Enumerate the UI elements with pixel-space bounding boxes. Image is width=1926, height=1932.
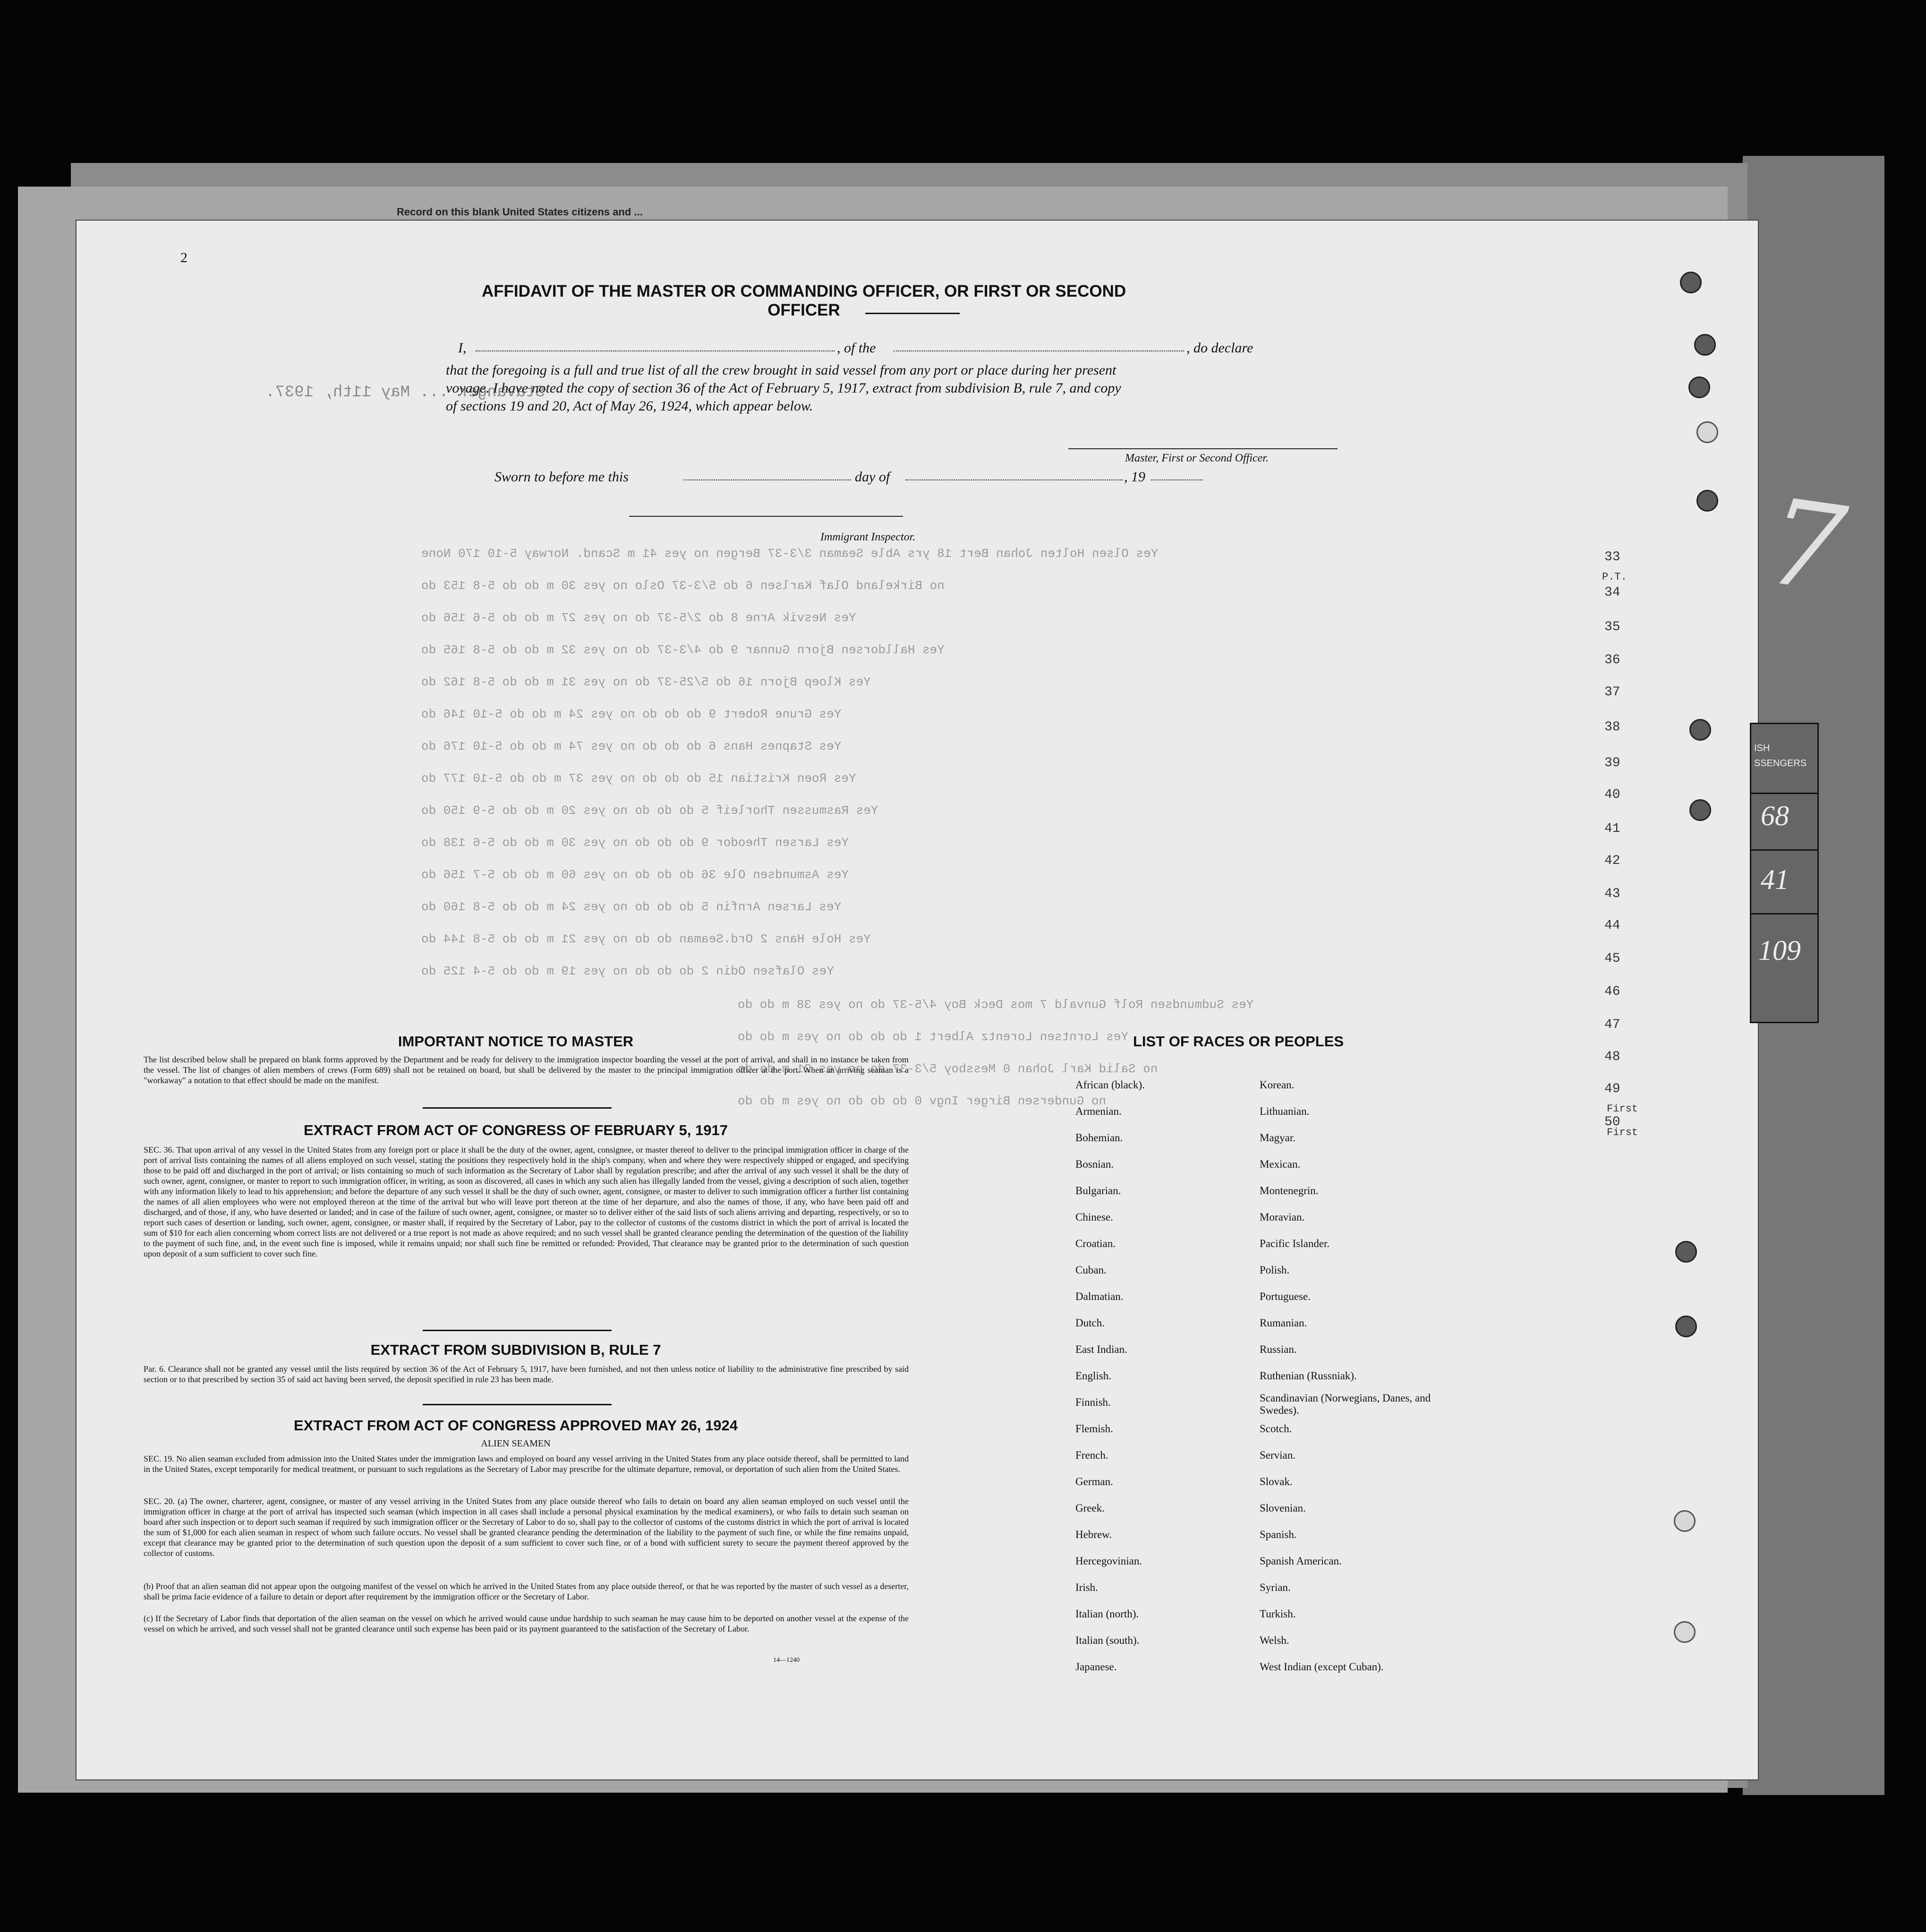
sec20b-body: (b) Proof that an alien seaman did not appear upon the outgoing manifest of the vessel on which he arrived in the United States from any place outside thereof, or that he was reported by the master of such vessel as a deserter, shall be prima facie evidence of a failure to detain or deport after requirement by the immigration officer or the Secretary of Labor. bbox=[144, 1582, 909, 1601]
race-item: Bosnian. bbox=[1075, 1158, 1114, 1170]
side-mark: First bbox=[1607, 1127, 1638, 1138]
sec20a-body: SEC. 20. (a) The owner, charterer, agent, consignee, or master of any vessel arriving in the United States from any place outside thereof who fails to detain on board any alien seaman employed on such vessel until the immigration officer in charge at the port of arrival has inspected such seaman (which inspection in all cases shall include a personal physical examination by the medical examiners), or who fails to detain such seaman on board after such inspection or to deport such seaman if required by such immigration officer or the Secretary of Labor to do so, shall pay to the collector of customs of the customs district in which the port of arrival is located the sum of $1,000 for each alien seaman in respect of whom such failure occurs. No vessel shall be granted clearance pending the determination of the liability to the payment of such fine, or while the fine remains unpaid, except that clearance may be granted prior to the determination of such question upon the deposit of a sum sufficient to cover such fine, or of a bond with sufficient surety to secure the payment thereof approved by the collector of customs. bbox=[144, 1496, 909, 1558]
vessel-line bbox=[894, 350, 1184, 351]
bleed-row: Yes Roen Kristian 15 do do do no yes 37 m do do 5-10 177 do bbox=[421, 771, 856, 786]
tally-rule bbox=[1751, 849, 1817, 851]
race-item: Montenegrin. bbox=[1260, 1185, 1319, 1197]
race-item: French. bbox=[1075, 1449, 1108, 1461]
extract-1917-heading: EXTRACT FROM ACT OF CONGRESS OF FEBRUARY 5, 1917 bbox=[304, 1122, 728, 1138]
bleed-row: Yes Asmundsen Ole 36 do do do no yes 60 m do do 5-7 156 do bbox=[421, 868, 849, 882]
affidavit-do-declare: , do declare bbox=[1186, 340, 1253, 356]
tally-label: SSENGERS bbox=[1754, 758, 1807, 769]
binder-hole bbox=[1689, 799, 1711, 821]
side-mark: First bbox=[1607, 1103, 1638, 1115]
row-number: 34 bbox=[1604, 585, 1620, 600]
binder-hole bbox=[1680, 272, 1702, 293]
race-item: German. bbox=[1075, 1476, 1113, 1487]
day-of-label: day of bbox=[855, 469, 890, 485]
bleed-row: Yes Rasmussen Thorleif 5 do do do no yes 20 m do do 5-9 150 do bbox=[421, 804, 878, 818]
race-item: Hercegovinian. bbox=[1075, 1555, 1142, 1567]
partial-header-text: Record on this blank United States citizens and ... bbox=[397, 206, 643, 218]
row-number: 47 bbox=[1604, 1017, 1620, 1032]
race-item: Portuguese. bbox=[1260, 1291, 1311, 1302]
document-page bbox=[76, 220, 1759, 1780]
row-number: 41 bbox=[1604, 821, 1620, 836]
sworn-day-line bbox=[683, 479, 851, 480]
notice-body: The list described below shall be prepared on blank forms approved by the Department and be ready for delivery to the immigration inspector boarding the vessel at the port of arrival, and shall in no instance be taken from the vessel. The list of changes of alien members of crews (Form 689) shall not be retained on board, but shall be delivered by the master to the principal immigration officer at the port. When an arriving seaman is a "workaway" a notation to that effect should be made on the manifest. bbox=[144, 1055, 909, 1085]
race-item: Cuban. bbox=[1075, 1264, 1107, 1276]
side-mark: P.T. bbox=[1602, 571, 1627, 583]
binder-hole bbox=[1696, 421, 1718, 443]
binder-hole bbox=[1675, 1241, 1697, 1263]
bleed-row: Yes Grune Robert 9 do do do no yes 24 m do do 5-10 146 do bbox=[421, 707, 842, 721]
bleed-row: Yes Larsen Theodor 9 do do do no yes 30 m do do 5-6 138 do bbox=[421, 836, 849, 850]
race-item: Syrian. bbox=[1260, 1582, 1291, 1593]
race-item: West Indian (except Cuban). bbox=[1260, 1661, 1384, 1673]
race-item: African (black). bbox=[1075, 1079, 1145, 1091]
rule7-heading: EXTRACT FROM SUBDIVISION B, RULE 7 bbox=[370, 1342, 661, 1358]
race-item: Scandinavian (Norwegians, Danes, and Swedes). bbox=[1260, 1392, 1431, 1416]
handwritten-number: 7 bbox=[1759, 472, 1853, 619]
race-item: Mexican. bbox=[1260, 1158, 1301, 1170]
bleed-row: no Salid Karl Johan 0 Messboy 5/3-37 do no yes 21 m do do bbox=[738, 1062, 1158, 1076]
race-item: Welsh. bbox=[1260, 1634, 1289, 1646]
race-item: Croatian. bbox=[1075, 1238, 1116, 1249]
tally-value: 109 bbox=[1758, 935, 1801, 966]
race-item: Turkish. bbox=[1260, 1608, 1296, 1620]
binder-hole bbox=[1689, 719, 1711, 741]
race-item: Chinese. bbox=[1075, 1211, 1113, 1223]
race-item: Servian. bbox=[1260, 1449, 1296, 1461]
page-mark: 2 bbox=[180, 250, 187, 265]
bleed-header-line: Stavanger ... May 11th, 1937. bbox=[265, 384, 545, 402]
binder-hole bbox=[1674, 1621, 1696, 1643]
sworn-month-line bbox=[905, 479, 1123, 480]
race-item: Lithuanian. bbox=[1260, 1105, 1310, 1117]
race-item: East Indian. bbox=[1075, 1343, 1127, 1355]
race-item: Japanese. bbox=[1075, 1661, 1117, 1673]
binder-hole bbox=[1694, 334, 1716, 356]
binder-hole bbox=[1696, 490, 1718, 512]
affidavit-line-3: voyage. I have noted the copy of section 36 of the Act of February 5, 1917, extract from subdivision B, rule 7, and copy bbox=[446, 380, 1121, 396]
row-number: 49 bbox=[1604, 1082, 1620, 1096]
extract-1924-heading: EXTRACT FROM ACT OF CONGRESS APPROVED MAY 26, 1924 bbox=[294, 1417, 738, 1434]
inspector-label: Immigrant Inspector. bbox=[820, 531, 916, 543]
race-item: Spanish. bbox=[1260, 1529, 1297, 1540]
bleed-row: Yes Olsen Holten Johan Bert 18 yrs Able Seaman 3/3-37 Bergen no yes 41 m Scand. Norway 5-10 170 None bbox=[421, 547, 1159, 561]
bleed-row: Yes Larsen Arnfin 5 do do do no yes 24 m do do 5-8 160 do bbox=[421, 900, 842, 914]
race-item: Korean. bbox=[1260, 1079, 1295, 1091]
row-number: 40 bbox=[1604, 787, 1620, 802]
race-item: Magyar. bbox=[1260, 1132, 1296, 1144]
row-number: 38 bbox=[1604, 720, 1620, 735]
row-number: 46 bbox=[1604, 984, 1620, 999]
race-item: Pacific Islander. bbox=[1260, 1238, 1330, 1249]
race-item: Spanish American. bbox=[1260, 1555, 1342, 1567]
alien-seamen-subheading: ALIEN SEAMEN bbox=[481, 1438, 551, 1449]
row-number: 48 bbox=[1604, 1050, 1620, 1064]
binder-hole bbox=[1675, 1316, 1697, 1337]
race-item: Scotch. bbox=[1260, 1423, 1292, 1435]
binder-hole bbox=[1688, 376, 1710, 398]
bleed-row: Yes Nesvik Arne 8 do 2/5-37 do no yes 27 m do do 5-6 156 do bbox=[421, 611, 856, 625]
row-number: 42 bbox=[1604, 854, 1620, 868]
race-item: Bulgarian. bbox=[1075, 1185, 1121, 1197]
sec20c-body: (c) If the Secretary of Labor finds that deportation of the alien seaman on the vessel on which he arrived would cause undue hardship to such seaman he may cause him to be deported on another vessel at the expense of the vessel on which he arrived, and such vessel shall not be granted clearance until such expense has been paid or its payment guaranteed to the satisfaction of the Secretary of Labor. bbox=[144, 1614, 909, 1633]
race-item: Greek. bbox=[1075, 1502, 1105, 1514]
tally-rule bbox=[1751, 793, 1817, 794]
affidavit-line-2: that the foregoing is a full and true list of all the crew brought in said vessel from any port or place during her present bbox=[446, 362, 1116, 378]
bleed-row: Yes Kloep Bjorn 16 do 5/25-37 do no yes 31 m do do 5-8 162 do bbox=[421, 675, 871, 689]
section-rule bbox=[423, 1404, 612, 1405]
row-number: 33 bbox=[1604, 550, 1620, 564]
row-number: 39 bbox=[1604, 756, 1620, 770]
section-rule bbox=[423, 1330, 612, 1331]
year-label: , 19 bbox=[1124, 469, 1145, 485]
race-item: Slovak. bbox=[1260, 1476, 1293, 1487]
race-item: Moravian. bbox=[1260, 1211, 1305, 1223]
tally-label: ISH bbox=[1754, 743, 1770, 753]
master-label: Master, First or Second Officer. bbox=[1125, 452, 1269, 464]
title-rule bbox=[865, 313, 960, 314]
rule7-body: Par. 6. Clearance shall not be granted any vessel until the lists required by section 36 of the Act of February 5, 1917, have been furnished, and not then unless notice of liability to the administrative fine prescribed by said section or to that prescribed by section 35 of said act having been served, the deposit specified in rule 23 has been made. bbox=[144, 1364, 909, 1384]
bleed-row: Yes Lorntsen Lorentz Albert 1 do do do no yes m do do bbox=[738, 1030, 1128, 1044]
race-item: Dutch. bbox=[1075, 1317, 1105, 1329]
race-item: Armenian. bbox=[1075, 1105, 1122, 1117]
races-heading: LIST OF RACES OR PEOPLES bbox=[1133, 1033, 1344, 1050]
sworn-label: Sworn to before me this bbox=[494, 469, 629, 485]
sworn-year-line bbox=[1151, 479, 1203, 480]
extract-1917-body: SEC. 36. That upon arrival of any vessel in the United States from any foreign port or place it shall be the duty of the owner, agent, consignee, or master thereof to deliver to the principal immigration officer in charge of the port of arrival lists containing the names of all aliens employed on such vessel, stating the positions they respectively hold in the ship's company, when and where they were respectively shipped or engaged, and specifying those to be paid off and discharged in the port of arrival; or lists containing so much of such information as the Secretary of Labor shall by regulation prescribe; and after the arrival of any such vessel it shall be the duty of such owner, agent, consignee, or master to report to such immigration officer, in writing, as soon as discovered, all cases in which any such alien has illegally landed from the vessel, giving a description of such alien, together with any information likely to lead to his apprehension; and before the departure of any such vessel it shall be the duty of such owner, agent, consignee, or master to deliver to such immigration officer a further list containing the names of all alien employees who were not employed thereon at the time of the arrival but who will leave port thereon at the time of her departure, and also the names of those, if any, who have been paid off and discharged, and of those, if any, who have deserted or landed; and in case of the failure of such owner, agent, consignee, or master so to deliver either of the said lists of such aliens arriving and departing, respectively, or so to report such cases of desertion or landing, such owner, agent, consignee, or master shall, if required by the Secretary of Labor, pay to the collector of customs of the customs district in which the port of arrival is located the sum of $10 for each alien concerning whom correct lists are not delivered or a true report is not made as above required; and no such vessel shall be granted clearance pending the determination of the question of the liability to the payment of such fine, and, in the event such fine is imposed, while it remains unpaid; nor shall such fine be remitted or refunded: Provided, That clearance may be granted prior to the determination of such question upon deposit of a sum sufficient to cover such fine. bbox=[144, 1145, 909, 1258]
row-number: 44 bbox=[1604, 918, 1620, 933]
tally-rule bbox=[1751, 913, 1817, 915]
affidavit-line-4: of sections 19 and 20, Act of May 26, 1924, which appear below. bbox=[446, 398, 813, 414]
bleed-row: no Birkeland Olaf Karlsen 6 do 5/3-37 Oslo no yes 30 m do do 5-8 153 do bbox=[421, 579, 945, 593]
race-item: Italian (south). bbox=[1075, 1634, 1140, 1646]
tally-box bbox=[1750, 723, 1819, 1023]
race-item: Bohemian. bbox=[1075, 1132, 1123, 1144]
race-item: Flemish. bbox=[1075, 1423, 1113, 1435]
bleed-row: Yes Stapnes Hans 6 do do do no yes 74 m do do 5-10 176 do bbox=[421, 739, 842, 753]
race-item: Rumanian. bbox=[1260, 1317, 1307, 1329]
row-number: 50 bbox=[1604, 1115, 1620, 1129]
affidavit-of-the: , of the bbox=[837, 340, 876, 356]
race-item: Irish. bbox=[1075, 1582, 1098, 1593]
notice-heading: IMPORTANT NOTICE TO MASTER bbox=[398, 1033, 634, 1050]
bleed-row: Yes Hole Hans 2 Ord.Seaman do do no yes 21 m do do 5-8 144 do bbox=[421, 932, 871, 946]
section-rule bbox=[423, 1107, 612, 1109]
bleed-row: no Gundersen Birger Ingv 0 do do do no yes m do do bbox=[738, 1094, 1107, 1108]
sec19-body: SEC. 19. No alien seaman excluded from admission into the United States under the immigration laws and employed on board any vessel arriving in the United States from any place outside thereof, shall be permitted to land in the United States, except temporarily for medical treatment, or pursuant to such regulations as the Secretary of Labor may prescribe for the ultimate departure, removal, or deportation of such alien from the United States. bbox=[144, 1454, 909, 1474]
affidavit-title: AFFIDAVIT OF THE MASTER OR COMMANDING OFFICER, OR FIRST OR SECOND OFFICER bbox=[481, 282, 1126, 319]
name-line bbox=[476, 350, 835, 351]
form-number: 14—1240 bbox=[773, 1657, 800, 1664]
race-item: Polish. bbox=[1260, 1264, 1290, 1276]
race-item: Hebrew. bbox=[1075, 1529, 1112, 1540]
race-item: Dalmatian. bbox=[1075, 1291, 1124, 1302]
row-number: 37 bbox=[1604, 685, 1620, 700]
tally-value: 68 bbox=[1761, 800, 1789, 831]
row-number: 35 bbox=[1604, 620, 1620, 634]
bleed-row: Yes Sudmundsen Rolf Gunvald 7 mos Deck Boy 4/5-37 do no yes 38 m do do bbox=[738, 998, 1254, 1012]
inspector-signature-line bbox=[629, 516, 903, 517]
race-item: Russian. bbox=[1260, 1343, 1297, 1355]
race-item: English. bbox=[1075, 1370, 1112, 1382]
row-number: 43 bbox=[1604, 887, 1620, 901]
race-item: Ruthenian (Russniak). bbox=[1260, 1370, 1357, 1382]
bleed-row: Yes Halldorsen Bjorn Gunnar 9 do 4/3-37 do no yes 32 m do do 5-8 165 do bbox=[421, 643, 945, 657]
tally-value: 41 bbox=[1761, 864, 1789, 895]
race-item: Finnish. bbox=[1075, 1396, 1111, 1408]
race-item: Slovenian. bbox=[1260, 1502, 1306, 1514]
bleed-row: Yes Olafsen Odin 2 do do do no yes 19 m do do 5-4 125 do bbox=[421, 964, 834, 978]
row-number: 45 bbox=[1604, 951, 1620, 966]
master-signature-line bbox=[1068, 448, 1338, 449]
row-number: 36 bbox=[1604, 653, 1620, 667]
race-item: Italian (north). bbox=[1075, 1608, 1139, 1620]
affidavit-i-label: I, bbox=[458, 340, 467, 356]
binder-hole bbox=[1674, 1510, 1696, 1532]
